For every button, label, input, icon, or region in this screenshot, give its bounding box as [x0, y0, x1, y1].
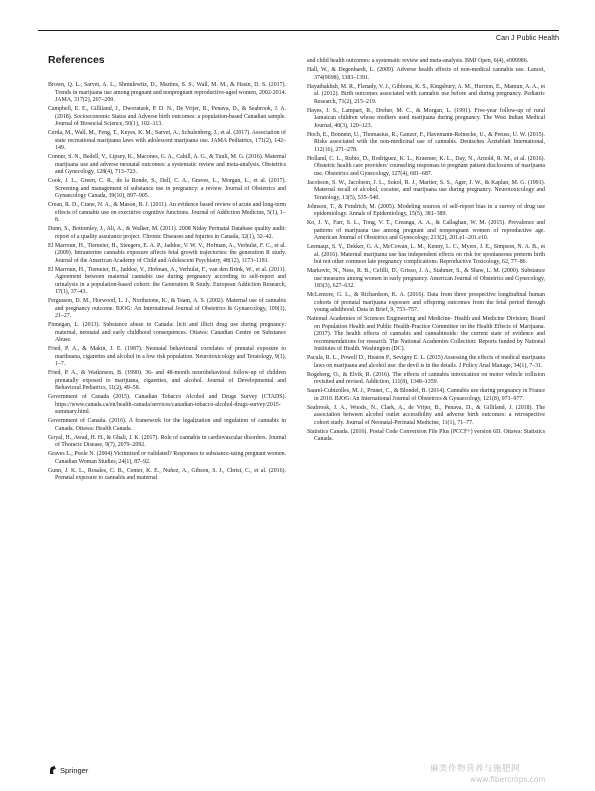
- reference-entry: Graves L., Poole N. (2004) Victimized or validated? Responses to substance-using pregnant women. Canadian Woman Studies, 24(1), 87–92.: [48, 451, 286, 465]
- publisher-name: Springer: [60, 765, 89, 775]
- reference-entry: McLemore, G. L., & Richardson, K. A. (2016). Data from three prospective longitudinal human cohorts of prenatal marijuana exposure and offspring outcomes from the fetal period through young adulthood. Data in Brief, 9, 753–757.: [307, 292, 545, 313]
- reference-entry: Hall, W., & Degenhardt, L. (2009). Adverse health effects of non-medical cannabis use. Lancet, 374(9698), 1383–1391.: [307, 67, 545, 81]
- reference-entry: El Marroun, H., Tiemeier, H., Jaddoe, V., Hofman, A., Verhulst, F., van den Brink, W., et al. (2011). Agreement between maternal cannabis use during pregnancy according to self-report and urinalysis in a population-based cohort: the Generation R Study. European Addiction Research, 17(1), 37–43.: [48, 266, 286, 295]
- reference-entry: National Academies of Sciences Engineering and Medicine- Health and Medicine Division; Board on Population Health and Public Health-Practice Committee on the Health Effects of Marijuana. (2017). The health effects of cannabis and cannabinoids: the current state of evidence and recommendations for research. The National Academies Collection: Reports funded by National Institutes of Health. Washington (DC).: [307, 316, 545, 352]
- reference-entry: Crean, R. D., Crane, N. A., & Mason, B. J. (2011). An evidence based review of acute and long-term effects of cannabis use on executive cognitive functions. Journal of Addiction Medicine, 5(1), 1–8.: [48, 202, 286, 223]
- reference-entry: Fergusson, D. M., Horwood, L. J., Northstone, K., & Team, A. S. (2002). Maternal use of cannabis and pregnancy outcome. BJOG: An International Journal of Obstetrics & Gynaecology, 109(1), 21–27.: [48, 298, 286, 319]
- reference-entry: Cook, J. L., Green, C. R., de la Ronde, S., Dell, C. A., Graves, L., Morgan, L., et al. (2017). Screening and management of substance use in pregnancy: a review. Journal of Obstetrics and Gynaecology Canada, 39(10), 897–905.: [48, 178, 286, 199]
- reference-entry: Fried, P. A., & Makin, J. E. (1987). Neonatal behavioural correlates of prenatal exposure to marihuana, cigarettes and alcohol in a low risk population. Neurotoxicology and Teratology, 9(1), 1–7.: [48, 346, 286, 367]
- publisher-logo: [48, 765, 88, 775]
- reference-entry: Dunn, S., Bottomley, J., Ali, A., & Walker, M. (2011). 2008 Niday Perinatal Database quality audit: report of a quality assurance project. Chronic Diseases and Injuries in Canada, 32(1), 32–42.: [48, 226, 286, 240]
- reference-entry: Rogeberg, O., & Elvik, R. (2016). The effects of cannabis intoxication on motor vehicle collision revisited and revised. Addiction, 111(8), 1348–1359.: [307, 371, 545, 385]
- references-column-right: [307, 58, 545, 445]
- reference-entry: Goyal, H., Awad, H. H., & Ghali, J. K. (2017). Role of cannabis in cardiovascular disorders. Journal of Thoracic Disease, 9(7), 2079–2092.: [48, 434, 286, 448]
- reference-entry: Campbell, E. E., Gilliland, J., Dworatzek, P. D. N., De Vrijer, B., Penava, D., & Seabrook, J. A. (2018). Socioeconomic Status and Adverse birth outcomes: a population-based Canadian sample. Journal of Biosocial Science, 50(1), 102–113.: [48, 106, 286, 127]
- reference-entry: Ko, J. Y., Farr, S. L., Tong, V. T., Creanga, A. A., & Callaghan, W. M. (2015). Prevalence and patterns of marijuana use among pregnant and nonpregnant women of reproductive age. American Journal of Obstetrics and Gynecology, 213(2), 201.e1–201.e10.: [307, 220, 545, 241]
- reference-entry: Statistics Canada. (2016). Postal Code Conversion File Plus (PCCF+) version 6D. Ottawa: Statistics Canada.: [307, 428, 545, 442]
- reference-entry: Jacobson, S. W., Jacobson, J. L., Sokol, R. J., Martier, S. S., Ager, J. W., & Kaplan, M. G. (1991). Maternal recall of alcohol, cocaine, and marijuana use during pregnancy. Neurotoxicology and Teratology, 13(5), 535–540.: [307, 179, 545, 201]
- reference-entry: Finnegan, L. (2013). Substance abuse in Canada: licit and illicit drug use during pregnancy: maternal, neonatal and early childhood consequences. Ottawa: Canadian Centre on Substance Abuse.: [48, 322, 286, 343]
- reference-entry: Cerda, M., Wall, M., Feng, T., Keyes, K. M., Sarvet, A., Schulenberg, J., et al. (2017). Association of state recreational marijuana laws with adolescent marijuana use. JAMA Pediatrics, 171(2), 142–149.: [48, 130, 286, 151]
- reference-entry: Johnson, T., & Fendrich, M. (2005). Modeling sources of self-report bias in a survey of drug use epidemiology. Annals of Epidemiology, 15(5), 381–389.: [307, 203, 545, 217]
- reference-entry: Saurel-Cubizolles, M. J., Prunet, C., & Blondel, B. (2014). Cannabis use during pregnancy in France in 2010. BJOG: An International Journal of Obstetrics & Gynaecology, 121(8), 971–977.: [307, 388, 545, 402]
- reference-entry: Government of Canada (2015). Canadian Tobacco Alcohol and Drugs Survey (CTADS). https://www.canada.ca/en/health-canada/services/canadian-tobacco-alcohol-drugs-survey/2015-summary.html.: [48, 394, 286, 415]
- references-heading: References: [48, 54, 105, 66]
- watermark-text: 麻类作物营养与施肥网: [430, 764, 521, 774]
- reference-entry: Brown, Q. L., Sarvet, A. L., Shmulewitz, D., Martins, S. S., Wall, M. M., & Hasin, D. S. (2017). Trends in marijuana use among pregnant and nonpregnant reproductive-aged women, 2002-2014. JAMA, 317(2), 207–209.: [48, 82, 286, 103]
- reference-entry: Seabrook, J. A., Woods, N., Clark, A., de Vrijer, B., Penava, D., & Gilliland, J. (2018). The association between alcohol outlet accessibility and adverse birth outcomes: a retrospective cohort study. Journal of Neonatal-Perinatal Medicine, 11(1), 71–77.: [307, 404, 545, 426]
- watermark-url: www.fibercrops.com: [470, 775, 546, 784]
- references-column-left: [48, 82, 286, 484]
- reference-entry: El Marroun, H., Tiemeier, H., Steegers, E. A. P., Jaddoe, V. W. V., Hofman, A., Verhulst, F. C., et al. (2009). Intrauterine cannabis exposure affects fetal growth trajectories: the generation R study. Journal of the American Academy of Child and Adolescent Psychiatry, 48(12), 1173–1181.: [48, 242, 286, 264]
- reference-entry: Conner, S. N., Bedell, V., Lipsey, K., Macones, G. A., Cahill, A. G., & Tuuli, M. G. (2016). Maternal marijuana use and adverse neonatal outcomes: a systematic review and meta-analysis. Obstetrics and Gynecology, 128(4), 713–723.: [48, 154, 286, 175]
- reference-entry: Gunn, J. K. L., Rosales, C. B., Center, K. E., Nuñez, A., Gibson, S. J., Christ, C., et al. (2016). Prenatal exposure to cannabis and maternal: [48, 467, 286, 481]
- springer-horse-icon: [48, 765, 57, 775]
- reference-entry: Markovic, N., Ness, R. B., Cefilli, D., Grisso, J. A., Stahmer, S., & Shaw, L. M. (2000). Substance use measures among women in early pregnancy. American Journal of Obstetrics and Gynecology, 183(3), 627–632.: [307, 268, 545, 289]
- reference-entry: Government of Canada. (2016). A framework for the legalization and regulation of cannabis in Canada. Ottawa: Health Canada.: [48, 418, 286, 432]
- reference-entry: and child health outcomes: a systematic review and meta-analysis. BMJ Open, 6(4), e009986.: [307, 58, 529, 64]
- reference-entry: Hayes, J. S., Lampart, R., Dreher, M. C., & Morgan, L. (1991). Five-year follow-up of rural Jamaican children whose mothers used marijuana during pregnancy. The West Indian Medical Journal, 40(3), 120–123.: [307, 107, 545, 129]
- reference-entry: Fried, P. A., & Watkinson, B. (1990). 36- and 48-month neurobehavioral follow-up of children prenatally exposed to marijuana, cigarettes, and alcohol. Journal of Developmental and Behavioral Pediatrics, 11(2), 49–58.: [48, 370, 286, 391]
- reference-entry: Hayatbakhsh, M. R., Flenady, V. J., Gibbons, K. S., Kingsbury, A. M., Hurrion, E., Mamun, A. A., et al. (2012). Birth outcomes associated with cannabis use before and during pregnancy. Pediatric Research, 71(2), 215–219.: [307, 83, 545, 105]
- reference-entry: Pacula, R. L., Powell D., Heaton P., Sevigny E. L. (2015) Assessing the effects of medical marijuana laws on marijuana and alcohol use: the devil is in the details. J Policy Anal Manage, 34(1), 7–31.: [307, 355, 545, 369]
- reference-entry: Holland, C. L., Rubio, D., Rodriguez, K. L., Kraemer, K. L., Day, N., Arnold, R. M., et al. (2016). Obstetric health care providers' counseling responses to pregnant patient disclosures of marijuana use. Obstetrics and Gynecology, 127(4), 681–687.: [307, 155, 545, 177]
- journal-name: Can J Public Health: [495, 33, 559, 42]
- reference-entry: Leemaqz, S. Y., Dekker, G. A., McCowan, L. M., Kenny, L. C., Myers, J. E., Simpson, N. A. B., et al. (2016). Maternal marijuana use has independent effects on risk for spontaneous preterm birth but not other common late pregnancy complications. Reproductive Toxicology, 62, 77–86.: [307, 244, 545, 265]
- running-header: [38, 30, 559, 44]
- reference-entry: Hoch, E., Bonnetn, U., Thomasius, R., Ganzer, F., Havemann-Reinecke, U., & Preuss, U. W. (2015). Risks associated with the non-medicinal use of cannabis. Deutsches Ärzteblatt International, 112(16), 271–278.: [307, 131, 545, 153]
